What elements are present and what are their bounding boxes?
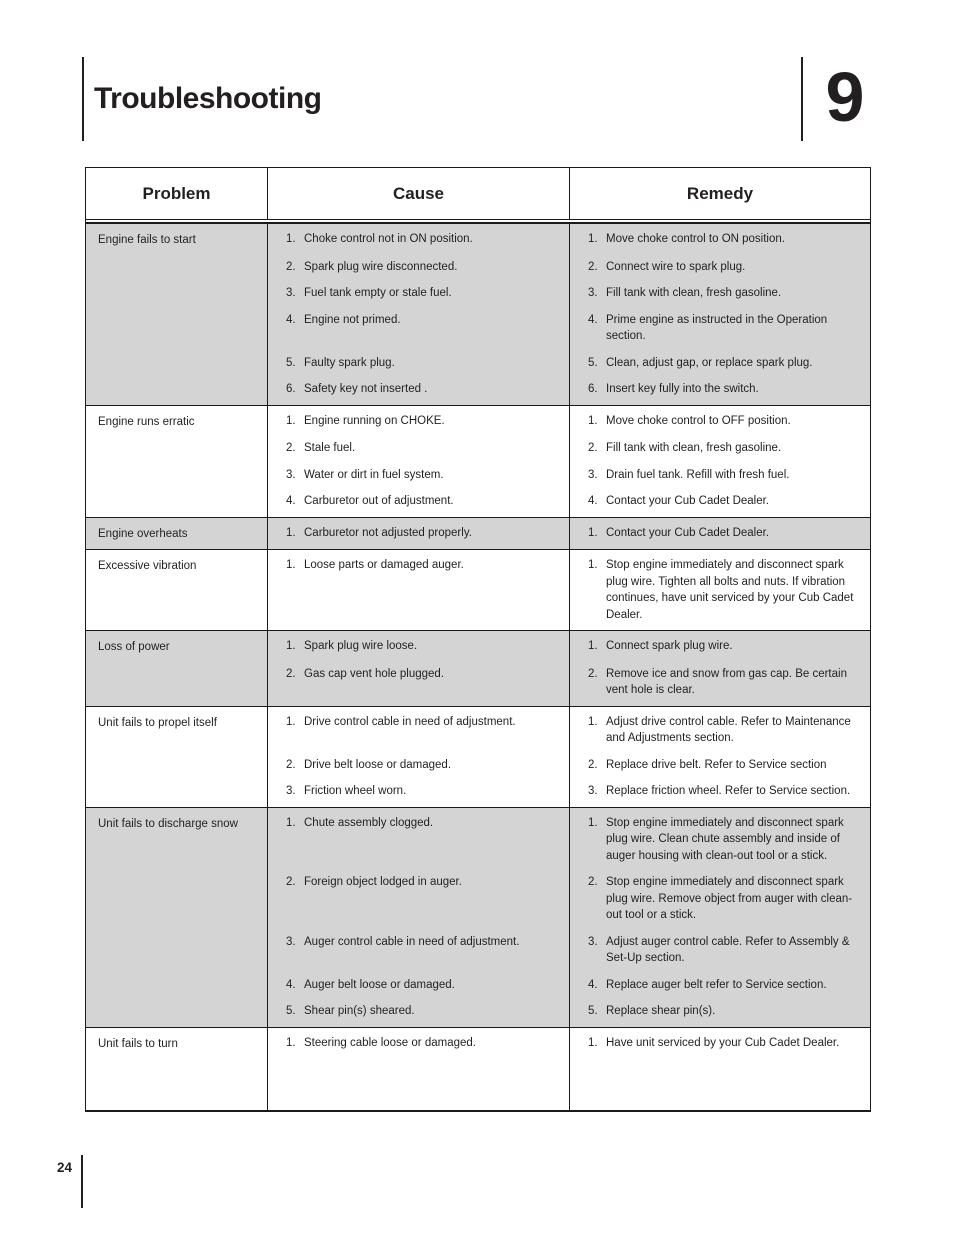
cause-item: [268, 714, 570, 747]
item-number: 5.: [588, 1005, 598, 1017]
table-row: [86, 550, 870, 631]
remedy-item: [570, 1003, 870, 1020]
remedy-item: [570, 977, 870, 994]
remedy-item: [570, 467, 870, 484]
cause-item: [268, 381, 570, 398]
item-number: 1.: [286, 414, 296, 427]
table-header-row: [86, 168, 870, 220]
remedy-item: [570, 557, 870, 623]
cause-item: [268, 525, 570, 543]
chapter-block: [801, 57, 871, 141]
table-row: [86, 707, 870, 808]
item-number: 5.: [286, 1005, 296, 1017]
cause-text: Choke control not in ON position.: [304, 233, 473, 245]
problem-cell: Engine runs erratic: [98, 415, 195, 428]
remedy-text: Contact your Cub Cadet Dealer.: [606, 495, 770, 507]
item-number: 1.: [286, 715, 296, 728]
item-number: 4.: [588, 495, 598, 507]
remedy-item: [570, 666, 870, 699]
remedy-item: [570, 815, 870, 865]
remedy-text: Remove ice and snow from gas cap. Be certain vent hole is clear.: [606, 667, 847, 696]
cause-item: [268, 638, 570, 656]
title-block: [82, 57, 321, 141]
item-number: 3.: [588, 785, 598, 797]
item-number: 3.: [588, 935, 598, 948]
page-footer: [57, 1155, 83, 1208]
remedy-item: [570, 413, 870, 431]
cause-text: Shear pin(s) sheared.: [304, 1005, 415, 1017]
table-row: [86, 518, 870, 551]
item-number: 5.: [286, 356, 296, 369]
page-title: Troubleshooting: [94, 82, 322, 115]
cause-text: Spark plug wire disconnected.: [304, 260, 458, 273]
item-number: 3.: [286, 287, 296, 299]
remedy-text: Replace auger belt refer to Service section.: [606, 978, 827, 991]
cause-text: Foreign object lodged in auger.: [304, 876, 462, 888]
item-number: 2.: [286, 758, 296, 771]
item-number: 4.: [286, 313, 296, 326]
cause-text: Safety key not inserted .: [304, 383, 428, 395]
problem-cell: Unit fails to discharge snow: [98, 817, 238, 830]
item-number: 2.: [286, 260, 296, 273]
cause-item: [268, 1035, 570, 1053]
remedy-text: Insert key fully into the switch.: [606, 383, 759, 395]
cause-text: Loose parts or damaged auger.: [304, 559, 464, 571]
remedy-item: [570, 874, 870, 924]
item-number: 1.: [286, 526, 296, 539]
cause-text: Engine running on CHOKE.: [304, 414, 445, 427]
item-number: 1.: [588, 414, 598, 427]
item-number: 3.: [286, 468, 296, 481]
remedy-text: Stop engine immediately and disconnect spark plug wire. Remove object from auger with clean-out tool or a stick.: [606, 876, 853, 921]
remedy-item: [570, 259, 870, 276]
table-row: [86, 1028, 870, 1110]
item-number: 2.: [286, 876, 296, 888]
remedy-text: Prime engine as instructed in the Operation section.: [606, 313, 828, 342]
cause-item: [268, 312, 570, 345]
item-number: 1.: [588, 526, 598, 539]
cause-text: Stale fuel.: [304, 442, 356, 454]
remedy-text: Drain fuel tank. Refill with fresh fuel.: [606, 468, 790, 481]
item-number: 1.: [588, 816, 598, 829]
remedy-item: [570, 934, 870, 967]
item-number: 1.: [286, 233, 296, 245]
remedy-text: Replace shear pin(s).: [606, 1005, 716, 1017]
remedy-text: Contact your Cub Cadet Dealer.: [606, 526, 770, 539]
cause-text: Gas cap vent hole plugged.: [304, 667, 445, 680]
item-number: 1.: [286, 816, 296, 829]
item-number: 2.: [588, 667, 598, 680]
item-number: 3.: [588, 287, 598, 299]
problem-cell: Excessive vibration: [98, 560, 197, 572]
item-number: 2.: [286, 667, 296, 680]
remedy-item: [570, 783, 870, 800]
problem-cell: Unit fails to turn: [98, 1037, 178, 1050]
remedy-item: [570, 525, 870, 543]
remedy-item: [570, 714, 870, 747]
cause-text: Carburetor out of adjustment.: [304, 495, 454, 507]
remedy-item: [570, 757, 870, 774]
page-number: 24: [57, 1160, 73, 1175]
column-header-cause: Cause: [268, 168, 570, 219]
item-number: 1.: [588, 559, 598, 571]
item-number: 3.: [588, 468, 598, 481]
cause-text: Chute assembly clogged.: [304, 816, 434, 829]
remedy-text: Replace drive belt. Refer to Service section: [606, 758, 827, 771]
remedy-item: [570, 440, 870, 457]
cause-text: Auger control cable in need of adjustment.: [304, 935, 520, 948]
item-number: 3.: [286, 785, 296, 797]
cause-item: [268, 977, 570, 994]
table-row: [86, 406, 870, 518]
cause-text: Fuel tank empty or stale fuel.: [304, 287, 452, 299]
table-row: [86, 224, 870, 406]
item-number: 5.: [588, 356, 598, 369]
item-number: 4.: [588, 313, 598, 326]
cause-text: Drive belt loose or damaged.: [304, 758, 452, 771]
remedy-text: Fill tank with clean, fresh gasoline.: [606, 442, 782, 454]
item-number: 2.: [286, 442, 296, 454]
remedy-text: Connect wire to spark plug.: [606, 260, 746, 273]
cause-item: [268, 493, 570, 510]
column-header-problem: Problem: [86, 168, 268, 219]
item-number: 2.: [588, 876, 598, 888]
problem-cell: Engine overheats: [98, 527, 188, 540]
cause-item: [268, 440, 570, 457]
remedy-item: [570, 638, 870, 656]
remedy-item: [570, 312, 870, 345]
item-number: 2.: [588, 758, 598, 771]
page-header: [0, 0, 954, 141]
remedy-item: [570, 285, 870, 302]
problem-cell: Engine fails to start: [98, 234, 196, 246]
column-header-remedy: Remedy: [686, 184, 754, 203]
cause-item: [268, 1003, 570, 1020]
cause-text: Water or dirt in fuel system.: [304, 468, 444, 481]
cause-item: [268, 783, 570, 800]
remedy-text: Replace friction wheel. Refer to Service section.: [606, 785, 851, 797]
remedy-item: [570, 355, 870, 372]
cause-text: Engine not primed.: [304, 313, 401, 326]
cause-item: [268, 666, 570, 699]
table-row: [86, 808, 870, 1028]
cause-text: Steering cable loose or damaged.: [304, 1036, 476, 1049]
cause-item: [268, 467, 570, 484]
remedy-item: [570, 493, 870, 510]
remedy-text: Stop engine immediately and disconnect spark plug wire. Tighten all bolts and nuts. If vibration continues, have unit serviced by your Cub Cadet Dealer.: [606, 559, 854, 621]
table-row: [86, 631, 870, 707]
item-number: 2.: [588, 442, 598, 454]
chapter-number: 9: [825, 58, 865, 136]
cause-text: Friction wheel worn.: [304, 785, 407, 797]
item-number: 3.: [286, 935, 296, 948]
item-number: 6.: [286, 383, 296, 395]
troubleshooting-table: [85, 167, 871, 1112]
item-number: 1.: [286, 559, 296, 571]
table-body: [86, 222, 870, 1110]
remedy-text: Connect spark plug wire.: [606, 640, 733, 652]
cause-item: [268, 757, 570, 774]
remedy-text: Fill tank with clean, fresh gasoline.: [606, 287, 782, 299]
cause-item: [268, 259, 570, 276]
item-number: 2.: [588, 260, 598, 273]
remedy-item: [570, 1035, 870, 1053]
cause-item: [268, 557, 570, 623]
item-number: 1.: [588, 1036, 598, 1049]
cause-text: Carburetor not adjusted properly.: [304, 526, 472, 539]
cause-text: Drive control cable in need of adjustment.: [304, 715, 516, 728]
problem-cell: Unit fails to propel itself: [98, 716, 217, 729]
item-number: 4.: [286, 495, 296, 507]
item-number: 1.: [286, 640, 296, 652]
remedy-item: [570, 231, 870, 249]
cause-text: Spark plug wire loose.: [304, 640, 418, 652]
remedy-text: Move choke control to ON position.: [606, 233, 785, 245]
problem-cell: Loss of power: [98, 641, 170, 653]
cause-item: [268, 413, 570, 431]
cause-item: [268, 934, 570, 967]
cause-text: Faulty spark plug.: [304, 356, 395, 369]
remedy-text: Adjust drive control cable. Refer to Maintenance and Adjustments section.: [606, 715, 851, 744]
remedy-text: Stop engine immediately and disconnect spark plug wire. Clean chute assembly and inside of auger housing with clean-out tool or a stick.: [606, 816, 844, 862]
remedy-text: Have unit serviced by your Cub Cadet Dealer.: [606, 1036, 840, 1049]
remedy-text: Clean, adjust gap, or replace spark plug.: [606, 356, 813, 369]
cause-item: [268, 874, 570, 924]
item-number: 1.: [588, 715, 598, 728]
cause-item: [268, 815, 570, 865]
item-number: 4.: [588, 978, 598, 991]
footer-vertical-rule: [81, 1155, 83, 1208]
cause-item: [268, 285, 570, 302]
item-number: 6.: [588, 383, 598, 395]
cause-item: [268, 231, 570, 249]
cause-text: Auger belt loose or damaged.: [304, 978, 455, 991]
item-number: 4.: [286, 978, 296, 991]
cause-item: [268, 355, 570, 372]
remedy-text: Move choke control to OFF position.: [606, 414, 791, 427]
remedy-item: [570, 381, 870, 398]
item-number: 1.: [588, 233, 598, 245]
item-number: 1.: [286, 1036, 296, 1049]
remedy-text: Adjust auger control cable. Refer to Assembly & Set-Up section.: [606, 935, 850, 964]
item-number: 1.: [588, 640, 598, 652]
